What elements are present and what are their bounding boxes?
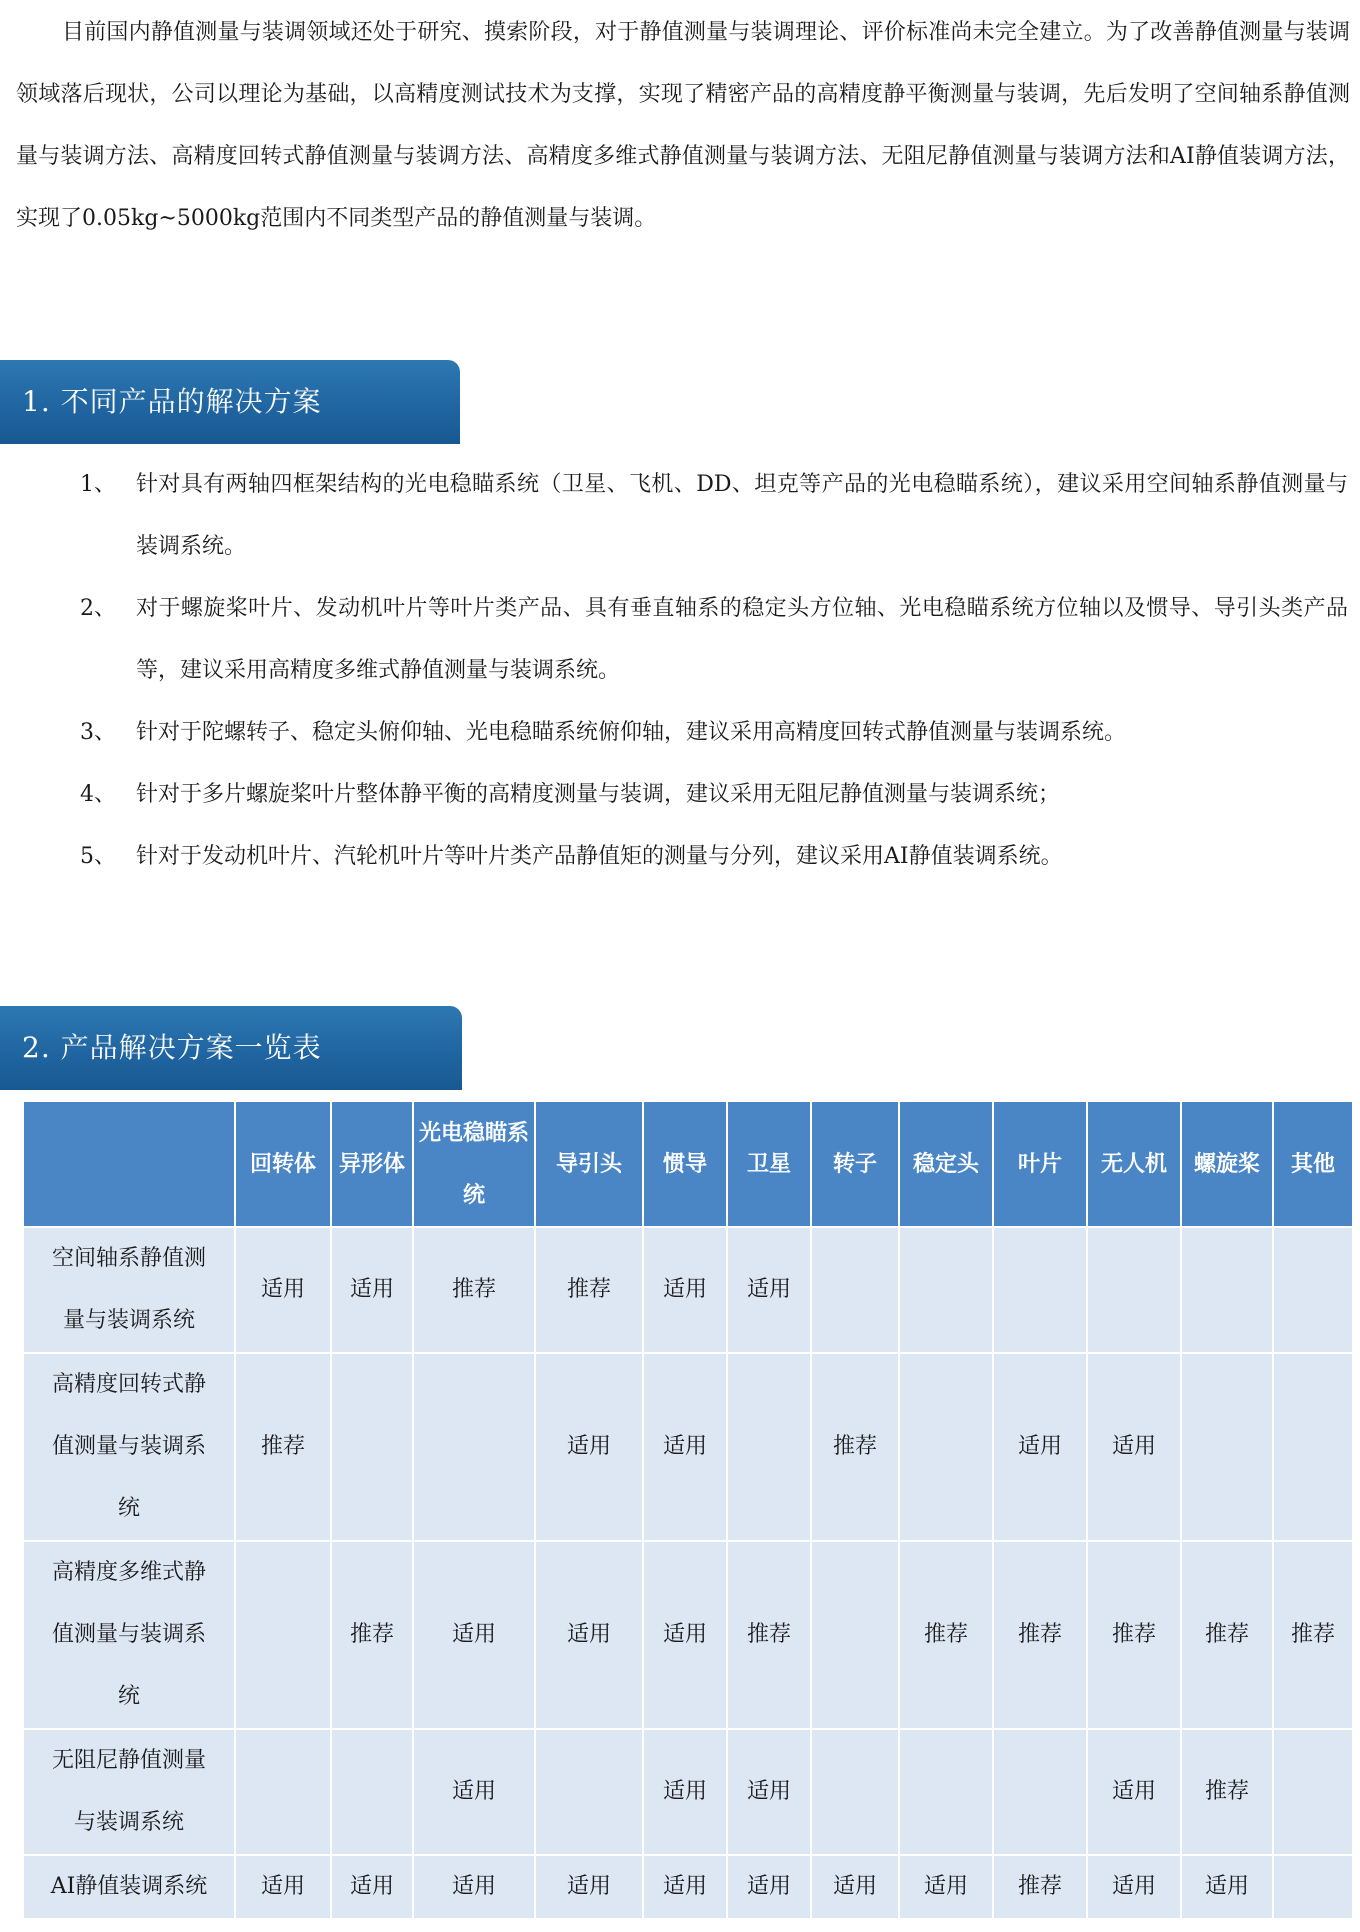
- column-header: 无人机: [1087, 1101, 1181, 1227]
- list-item-number: 1、: [80, 472, 116, 497]
- table-cell: 适用: [899, 1855, 993, 1919]
- table-cell: [1273, 1729, 1353, 1855]
- table-cell: 适用: [1087, 1855, 1181, 1919]
- table-cell: [993, 1227, 1087, 1353]
- table-cell: [811, 1729, 899, 1855]
- table-cell: 适用: [1181, 1855, 1273, 1919]
- solution-table: [22, 1100, 1354, 1920]
- row-header: 空间轴系静值测量与装调系统: [23, 1227, 235, 1353]
- list-item-text: 针对于多片螺旋桨叶片整体静平衡的高精度测量与装调，建议采用无阻尼静值测量与装调系统；: [136, 782, 1061, 807]
- column-header: 回转体: [235, 1101, 331, 1227]
- table-cell: 适用: [643, 1227, 727, 1353]
- column-header: 螺旋桨: [1181, 1101, 1273, 1227]
- table-cell: 推荐: [413, 1227, 535, 1353]
- table-row: [23, 1353, 1353, 1541]
- table-cell: 适用: [643, 1729, 727, 1855]
- table-cell: [235, 1541, 331, 1729]
- table-cell: 推荐: [1181, 1541, 1273, 1729]
- column-header: 光电稳瞄系统: [413, 1101, 535, 1227]
- table-cell: [235, 1729, 331, 1855]
- column-header: 稳定头: [899, 1101, 993, 1227]
- table-cell: 适用: [413, 1855, 535, 1919]
- list-item: [0, 826, 1360, 888]
- table-cell: [811, 1541, 899, 1729]
- table-cell: 适用: [235, 1227, 331, 1353]
- table-cell: 适用: [1087, 1353, 1181, 1541]
- table-cell: 适用: [535, 1541, 643, 1729]
- table-cell: [1273, 1353, 1353, 1541]
- table-cell: [811, 1227, 899, 1353]
- table-cell: 推荐: [1181, 1729, 1273, 1855]
- table-cell: [413, 1353, 535, 1541]
- table-cell: 适用: [643, 1855, 727, 1919]
- table-cell: [1273, 1855, 1353, 1919]
- table-cell: 推荐: [993, 1855, 1087, 1919]
- table-cell: 适用: [1087, 1729, 1181, 1855]
- list-item: [0, 578, 1360, 702]
- list-item-text: 针对于陀螺转子、稳定头俯仰轴、光电稳瞄系统俯仰轴，建议采用高精度回转式静值测量与装调系统。: [136, 720, 1127, 745]
- table-cell: 适用: [993, 1353, 1087, 1541]
- column-header: 卫星: [727, 1101, 811, 1227]
- table-header-row: [23, 1101, 1353, 1227]
- table-cell: [1273, 1227, 1353, 1353]
- table-cell: [1087, 1227, 1181, 1353]
- table-cell: 适用: [727, 1729, 811, 1855]
- row-header: 高精度多维式静值测量与装调系统: [23, 1541, 235, 1729]
- table-cell: [535, 1729, 643, 1855]
- row-header: AI静值装调系统: [23, 1855, 235, 1919]
- table-cell: [993, 1729, 1087, 1855]
- table-cell: 适用: [413, 1729, 535, 1855]
- list-item: [0, 764, 1360, 826]
- table-cell: [899, 1729, 993, 1855]
- table-row: [23, 1729, 1353, 1855]
- table-cell: 推荐: [727, 1541, 811, 1729]
- table-row: [23, 1541, 1353, 1729]
- list-item: [0, 454, 1360, 578]
- table-cell: 推荐: [811, 1353, 899, 1541]
- column-header: 导引头: [535, 1101, 643, 1227]
- table-cell: 适用: [643, 1541, 727, 1729]
- list-item-number: 2、: [80, 596, 116, 621]
- table-cell: [899, 1227, 993, 1353]
- table-cell: 适用: [535, 1855, 643, 1919]
- table-cell: 推荐: [1087, 1541, 1181, 1729]
- row-header: 高精度回转式静值测量与装调系统: [23, 1353, 235, 1541]
- table-cell: 推荐: [899, 1541, 993, 1729]
- table-cell: [899, 1353, 993, 1541]
- list-item-number: 4、: [80, 782, 116, 807]
- section2-heading: 2. 产品解决方案一览表: [0, 1006, 462, 1090]
- table-cell: [727, 1353, 811, 1541]
- table-cell: 适用: [727, 1227, 811, 1353]
- list-item-text: 针对具有两轴四框架结构的光电稳瞄系统（卫星、飞机、DD、坦克等产品的光电稳瞄系统），建议采用空间轴系静值测量与装调系统。: [136, 472, 1348, 559]
- table-cell: 适用: [643, 1353, 727, 1541]
- table-cell: 适用: [235, 1855, 331, 1919]
- table-cell: 推荐: [535, 1227, 643, 1353]
- table-cell: [331, 1729, 413, 1855]
- table-cell: [1181, 1227, 1273, 1353]
- solution-list: [0, 454, 1360, 888]
- table-cell: 适用: [331, 1227, 413, 1353]
- row-header: 无阻尼静值测量与装调系统: [23, 1729, 235, 1855]
- table-cell: 适用: [535, 1353, 643, 1541]
- table-cell: [1181, 1353, 1273, 1541]
- table-cell: [331, 1353, 413, 1541]
- table-cell: 适用: [811, 1855, 899, 1919]
- column-header: 惯导: [643, 1101, 727, 1227]
- intro-paragraph: 目前国内静值测量与装调领域还处于研究、摸索阶段，对于静值测量与装调理论、评价标准尚未完全建立。为了改善静值测量与装调领域落后现状，公司以理论为基础，以高精度测试技术为支撑，实现了精密产品的高精度静平衡测量与装调，先后发明了空间轴系静值测量与装调方法、高精度回转式静值测量与装调方法、高精度多维式静值测量与装调方法、无阻尼静值测量与装调方法和AI静值装调方法，实现了0.05kg~5000kg范围内不同类型产品的静值测量与装调。: [16, 20, 1350, 231]
- table-cell: 推荐: [235, 1353, 331, 1541]
- list-item: [0, 702, 1360, 764]
- table-row: [23, 1855, 1353, 1919]
- list-item-number: 3、: [80, 720, 116, 745]
- table-cell: 推荐: [993, 1541, 1087, 1729]
- table-cell: 适用: [727, 1855, 811, 1919]
- table-cell: 适用: [331, 1855, 413, 1919]
- list-item-number: 5、: [80, 844, 116, 869]
- table-cell: 推荐: [1273, 1541, 1353, 1729]
- table-row: [23, 1227, 1353, 1353]
- column-header: [23, 1101, 235, 1227]
- table-cell: 适用: [413, 1541, 535, 1729]
- column-header: 叶片: [993, 1101, 1087, 1227]
- list-item-text: 对于螺旋桨叶片、发动机叶片等叶片类产品、具有垂直轴系的稳定头方位轴、光电稳瞄系统方位轴以及惯导、导引头类产品等，建议采用高精度多维式静值测量与装调系统。: [136, 596, 1348, 683]
- list-item-text: 针对于发动机叶片、汽轮机叶片等叶片类产品静值矩的测量与分列，建议采用AI静值装调系统。: [136, 844, 1063, 869]
- section1-heading: 1. 不同产品的解决方案: [0, 360, 460, 444]
- column-header: 转子: [811, 1101, 899, 1227]
- column-header: 异形体: [331, 1101, 413, 1227]
- table-cell: 推荐: [331, 1541, 413, 1729]
- column-header: 其他: [1273, 1101, 1353, 1227]
